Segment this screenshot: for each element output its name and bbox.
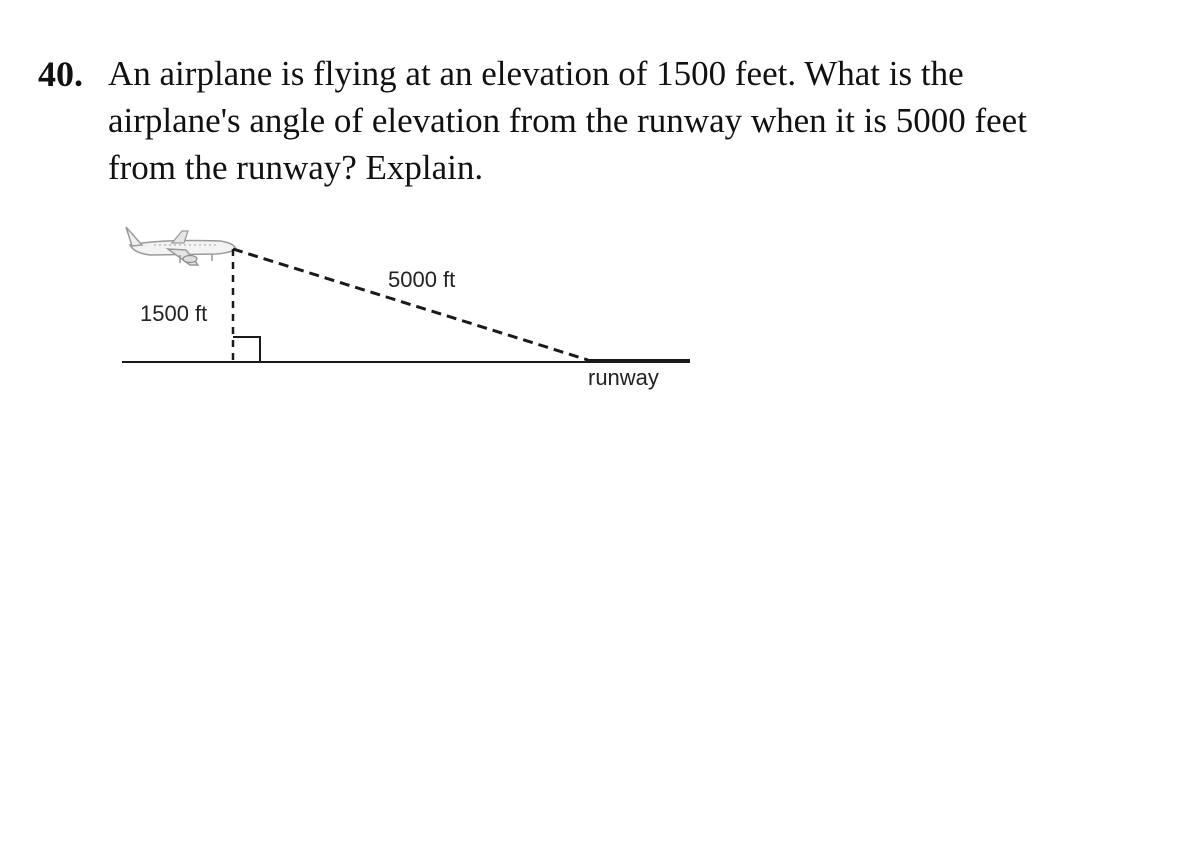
question-text: [108, 50, 1168, 191]
line-of-sight: [233, 249, 588, 360]
distance-label: 5000 ft: [388, 267, 456, 292]
right-angle-marker: [233, 337, 260, 362]
elevation-diagram: [110, 215, 710, 415]
question-line-1: An airplane is flying at an elevation of 1500 feet. What is the: [108, 54, 964, 93]
question-number: 40.: [38, 54, 83, 94]
airplane-icon: [126, 227, 236, 265]
runway-label: runway: [588, 365, 659, 390]
height-label: 1500 ft: [140, 301, 208, 326]
question-line-3: from the runway? Explain.: [108, 148, 484, 187]
question-line-2: airplane's angle of elevation from the runway when it is 5000 feet: [108, 101, 1027, 140]
